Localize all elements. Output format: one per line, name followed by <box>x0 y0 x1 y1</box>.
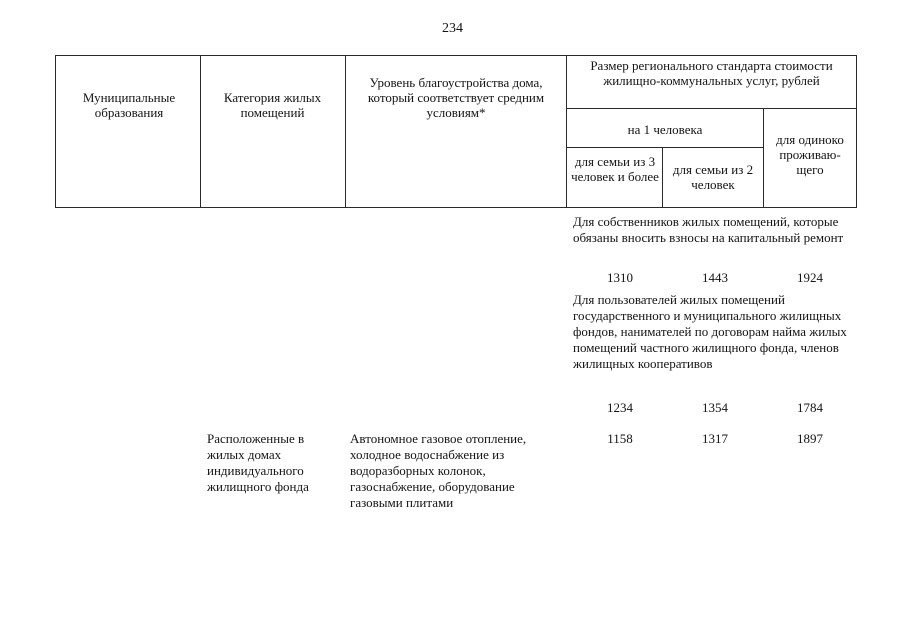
col-divider-2 <box>345 55 346 208</box>
section-users-value-family-2: 1354 <box>702 400 728 415</box>
section-users-title: Для пользователей жилых помещений государственного и муниципального жилищных фондов, нанимателей по договорам найма жилых помещений частного жилищного фонда, членов жилищных кооперативов <box>573 292 847 371</box>
right-border <box>856 55 857 208</box>
section-users-value-single: 1784 <box>797 400 823 415</box>
row-value-single: 1897 <box>797 431 823 446</box>
row-value-family-2: 1317 <box>702 431 728 446</box>
section-owners-value-family-2: 1443 <box>702 270 728 285</box>
row-value-family-3: 1158 <box>607 431 633 446</box>
left-border <box>55 55 56 208</box>
col-divider-5 <box>763 108 764 208</box>
section-owners-value-family-3: 1310 <box>607 270 633 285</box>
header-per-person: на 1 человека <box>627 122 703 137</box>
per-person-divider <box>566 147 763 148</box>
row-level: Автономное газовое отопление, холодное водоснабжение из водоразборных колонок, газоснабжение, оборудование газовыми плитами <box>350 431 527 510</box>
header-family-2: для семьи из 2 человек <box>672 162 754 192</box>
header-family-3: для семьи из 3 человек и более <box>571 154 659 184</box>
col-divider-3 <box>566 55 567 208</box>
page-number: 234 <box>442 21 463 36</box>
section-users-value-family-3: 1234 <box>607 400 633 415</box>
standard-divider <box>566 108 857 109</box>
header-single: для одиноко проживаю-щего <box>776 132 844 177</box>
row-category: Расположенные в жилых домах индивидуального жилищного фонда <box>207 431 309 494</box>
section-owners-title: Для собственников жилых помещений, которые обязаны вносить взносы на капитальный ремонт <box>573 214 844 245</box>
col-divider-4 <box>662 147 663 208</box>
header-bottom-border <box>55 207 857 208</box>
header-category: Категория жилых помещений <box>223 90 322 120</box>
header-municipalities: Муниципальные образования <box>82 90 176 120</box>
col-divider-1 <box>200 55 201 208</box>
header-top-border <box>55 55 857 56</box>
header-standard: Размер регионального стандарта стоимости жилищно-коммунальных услуг, рублей <box>590 58 833 88</box>
header-level: Уровень благоустройства дома, который соответствует средним условиям* <box>367 75 545 120</box>
section-owners-value-single: 1924 <box>797 270 823 285</box>
